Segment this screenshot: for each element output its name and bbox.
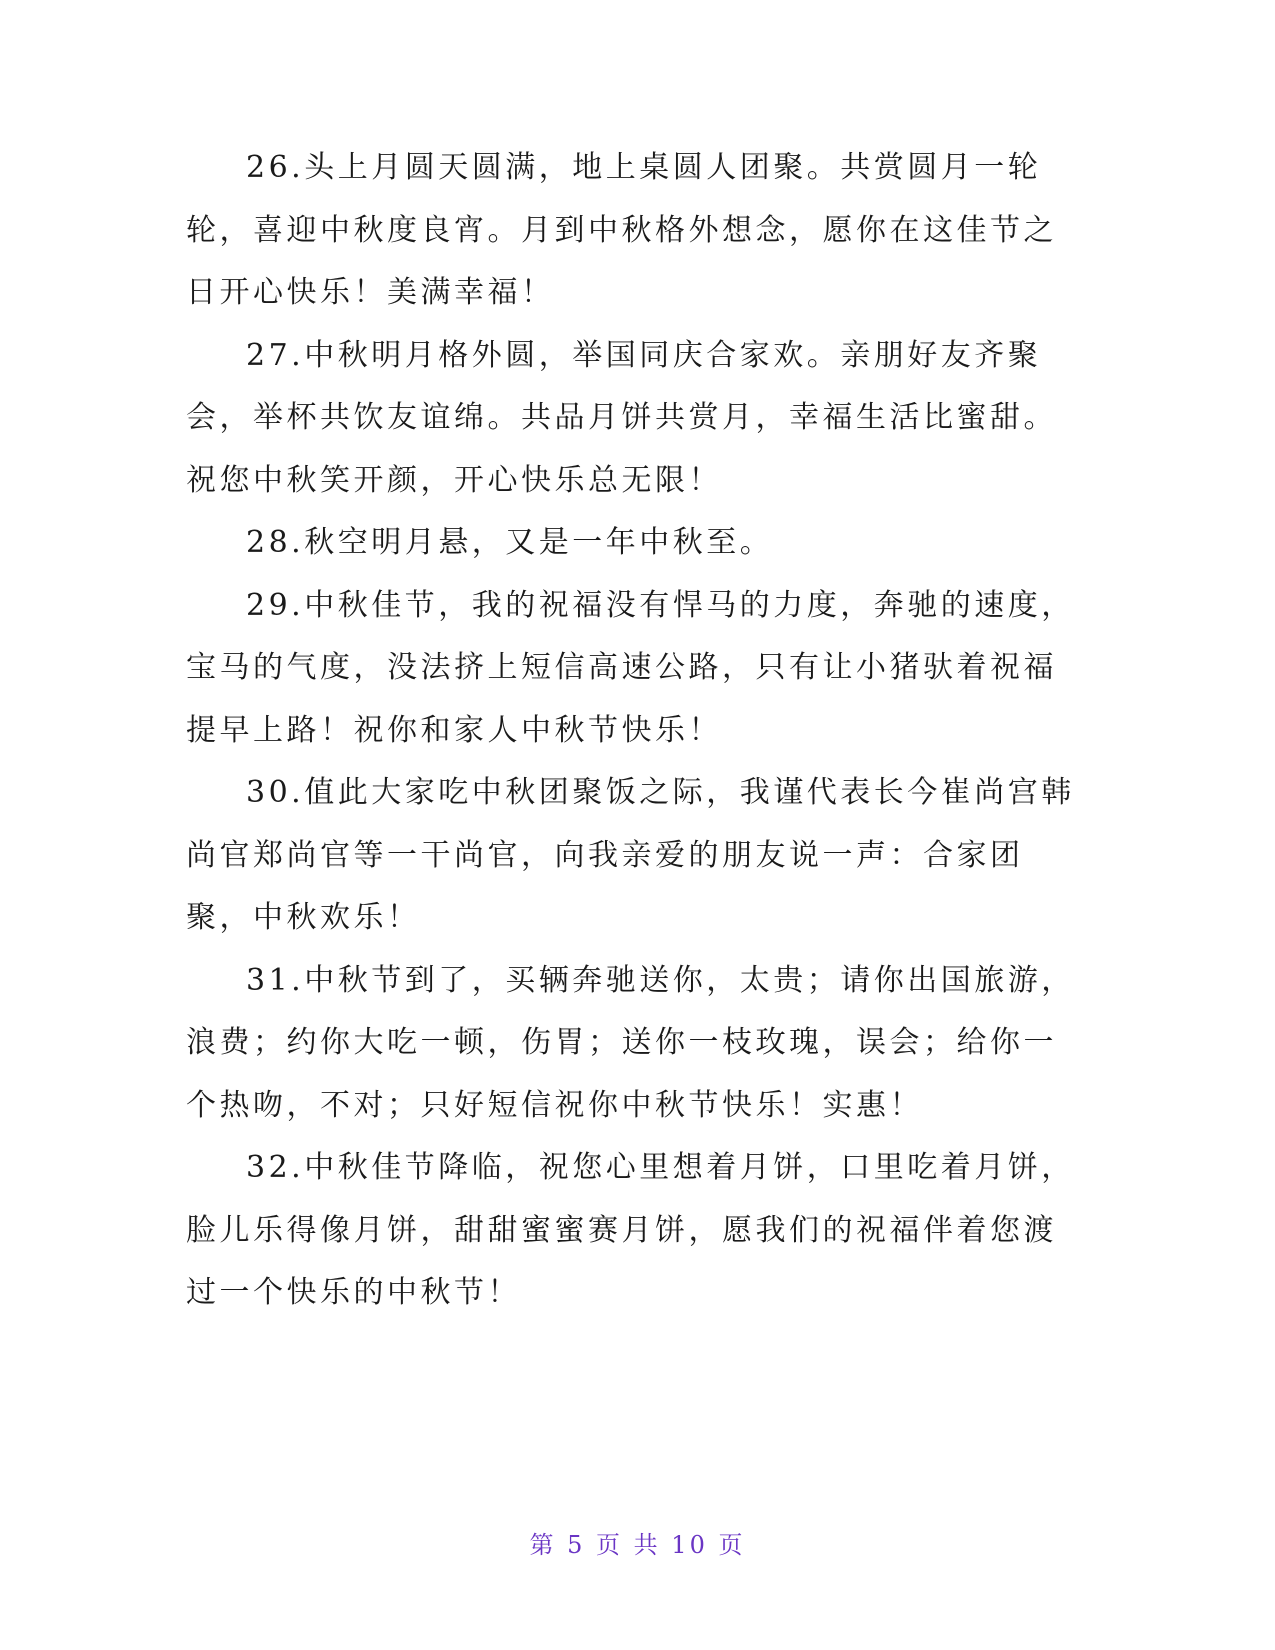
paragraph-27: 27.中秋明月格外圆，举国同庆合家欢。亲朋好友齐聚会，举杯共饮友谊绵。共品月饼共赏月，幸福生活比蜜甜。祝您中秋笑开颜，开心快乐总无限！ [186,337,1057,498]
document-body [186,137,1086,1325]
paragraph-30: 30.值此大家吃中秋团聚饭之际，我谨代表长今崔尚宫韩尚官郑尚官等一干尚官，向我亲爱的朋友说一声：合家团聚，中秋欢乐！ [186,775,1075,935]
paragraph-29: 29.中秋佳节，我的祝福没有悍马的力度，奔驰的速度，宝马的气度，没法挤上短信高速公路，只有让小猪驮着祝福提早上路！祝你和家人中秋节快乐！ [186,587,1075,748]
paragraph-32: 32.中秋佳节降临，祝您心里想着月饼，口里吃着月饼，脸儿乐得像月饼，甜甜蜜蜜赛月饼，愿我们的祝福伴着您渡过一个快乐的中秋节！ [186,1150,1075,1310]
paragraph-31: 31.中秋节到了，买辆奔驰送你，太贵；请你出国旅游，浪费；约你大吃一顿，伤胃；送你一枝玫瑰，误会；给你一个热吻，不对；只好短信祝你中秋节快乐！实惠！ [186,962,1075,1123]
paragraph-28: 28.秋空明月悬，又是一年中秋至。 [246,525,774,560]
page-number-label: 第 5 页 共 10 页 [529,1531,746,1559]
page-footer [0,1530,1275,1560]
paragraph-26: 26.头上月圆天圆满，地上桌圆人团聚。共赏圆月一轮轮，喜迎中秋度良宵。月到中秋格外想念，愿你在这佳节之日开心快乐！美满幸福！ [186,150,1057,310]
